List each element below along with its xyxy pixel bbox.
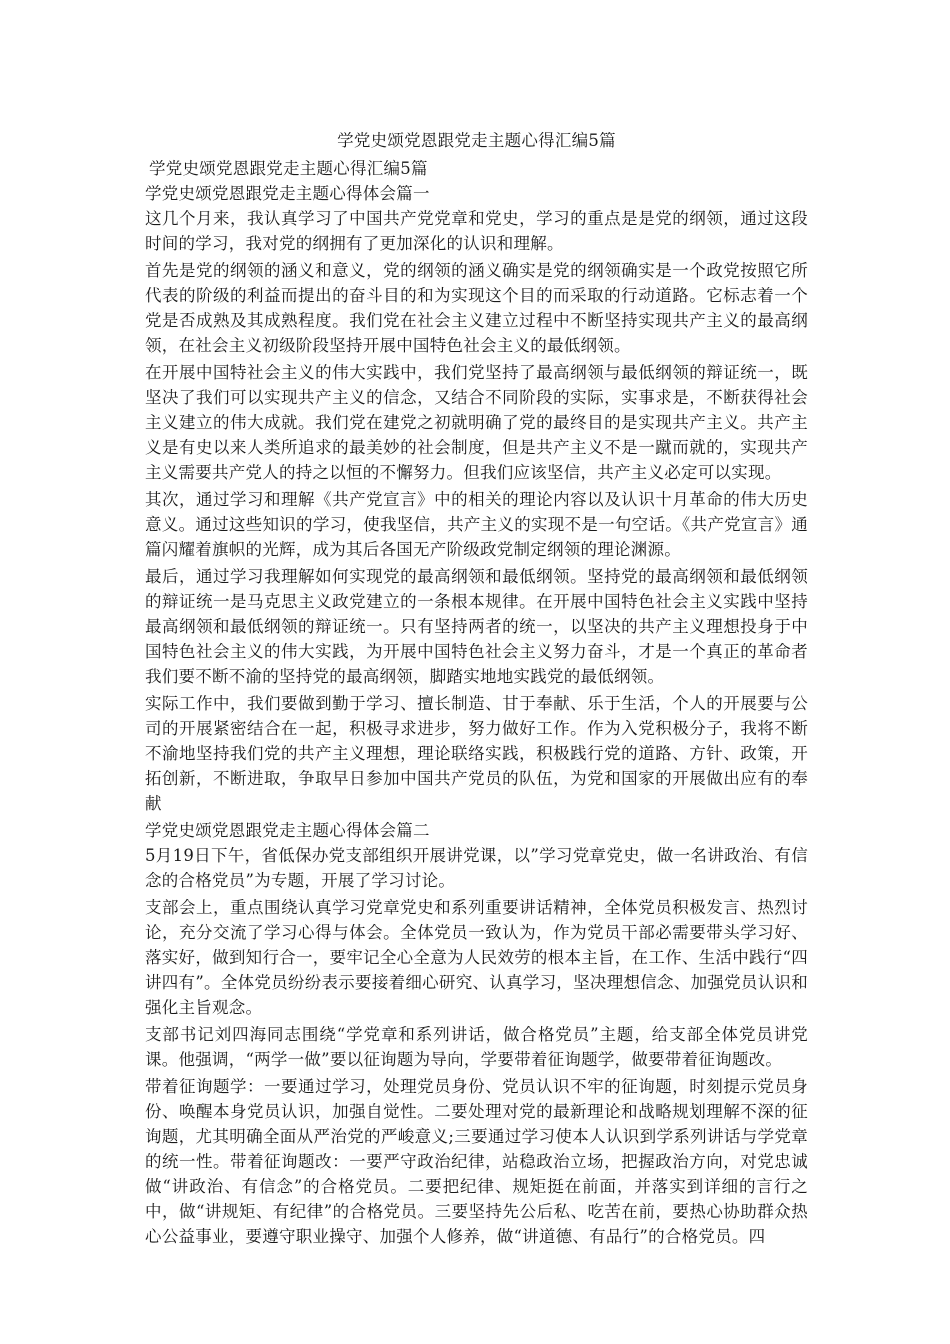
document-subtitle: 学党史颂党恩跟党走主题心得汇编5篇 [149, 159, 428, 178]
paragraph: 实际工作中，我们要做到勤于学习、擅长制造、甘于奉献、乐于生活，个人的开展要与公司的开展紧密结合在一起，积极寻求进步，努力做好工作。作为入党积极分子，我将不断不渝地坚持我们党的共产主义理想，理论联络实践，积极践行党的道路、方针、政策，开拓创新，不断进取，争取早日参加中国共产党员的队伍，为党和国家的开展做出应有的奉献 [145, 694, 808, 813]
paragraph: 最后，通过学习我理解如何实现党的最高纲领和最低纲领。坚持党的最高纲领和最低纲领的辩证统一是马克思主义政党建立的一条根本规律。在开展中国特色社会主义实践中坚持最高纲领和最低纲领的辩证统一。只有坚持两者的统一，以坚决的共产主义理想投身于中国特色社会主义的伟大实践，为开展中国特色社会主义努力奋斗，才是一个真正的革命者我们要不断不渝的坚持党的最高纲领，脚踏实地地实践党的最低纲领。 [145, 567, 808, 686]
section-2 [145, 818, 808, 1249]
paragraph: 5月19日下午，省低保办党支部组织开展讲党课，以”学习党章党史，做一名讲政治、有信念的合格党员”为专题，开展了学习讨论。 [145, 846, 808, 890]
paragraph: 其次，通过学习和理解《共产党宣言》中的相关的理论内容以及认识十月革命的伟大历史意义。通过这些知识的学习，使我坚信，共产主义的实现不是一句空话。《共产党宣言》通篇闪耀着旗帜的光辉，成为其后各国无产阶级政党制定纲领的理论渊源。 [145, 490, 808, 559]
paragraph: 首先是党的纲领的涵义和意义，党的纲领的涵义确实是党的纲领确实是一个政党按照它所代表的阶级的利益而提出的奋斗目的和为实现这个目的而采取的行动道路。它标志着一个党是否成熟及其成熟程度。我们党在社会主义建立过程中不断坚持实现共产主义的最高纲领，在社会主义初级阶段坚持开展中国特色社会主义的最低纲领。 [145, 261, 808, 355]
document-page [145, 128, 808, 1251]
section-1 [145, 181, 808, 816]
section-heading: 学党史颂党恩跟党走主题心得体会篇一 [145, 184, 430, 203]
paragraph: 支部书记刘四海同志围绕“学党章和系列讲话，做合格党员”主题，给支部全体党员讲党课。他强调，“两学一做”要以征询题为导向，学要带着征询题学，做要带着征询题改。 [145, 1025, 808, 1069]
document-title: 学党史颂党恩跟党走主题心得汇编5篇 [337, 131, 616, 150]
section-heading: 学党史颂党恩跟党走主题心得体会篇二 [145, 821, 430, 840]
paragraph: 这几个月来，我认真学习了中国共产党党章和党史，学习的重点是是党的纲领，通过这段时间的学习，我对党的纲拥有了更加深化的认识和理解。 [145, 209, 808, 253]
paragraph: 在开展中国特社会主义的伟大实践中，我们党坚持了最高纲领与最低纲领的辩证统一，既坚决了我们可以实现共产主义的信念，又结合不同阶段的实际，实事求是，不断获得社会主义建立的伟大成就。我们党在建党之初就明确了党的最终目的是实现共产主义。共产主义是有史以来人类所追求的最美妙的社会制度，但是共产主义不是一蹴而就的，实现共产主义需要共产党人的持之以恒的不懈努力。但我们应该坚信，共产主义必定可以实现。 [145, 363, 808, 482]
paragraph: 支部会上，重点围绕认真学习党章党史和系列重要讲话精神，全体党员积极发言、热烈讨论，充分交流了学习心得与体会。全体党员一致认为，作为党员干部必需要带头学习好、落实好，做到知行合一，要牢记全心全意为人民效劳的根本主旨，在工作、生活中践行“四讲四有”。全体党员纷纷表示要接着细心研究、认真学习，坚决理想信念、加强党员认识和强化主旨观念。 [145, 898, 808, 1017]
paragraph: 带着征询题学：一要通过学习，处理党员身份、党员认识不牢的征询题，时刻提示党员身份、唤醒本身党员认识，加强自觉性。二要处理对党的最新理论和战略规划理解不深的征询题，尤其明确全面从严治党的严峻意义;三要通过学习使本人认识到学系列讲话与学党章的统一性。带着征询题改：一要严守政治纪律，站稳政治立场，把握政治方向，对党忠诚做“讲政治、有信念”的合格党员。二要把纪律、规矩挺在前面，并落实到详细的言行之中，做“讲规矩、有纪律”的合格党员。三要坚持先公后私、吃苦在前，要热心协助群众热心公益事业，要遵守职业操守、加强个人修养，做“讲道德、有品行”的合格党员。四 [145, 1077, 808, 1246]
